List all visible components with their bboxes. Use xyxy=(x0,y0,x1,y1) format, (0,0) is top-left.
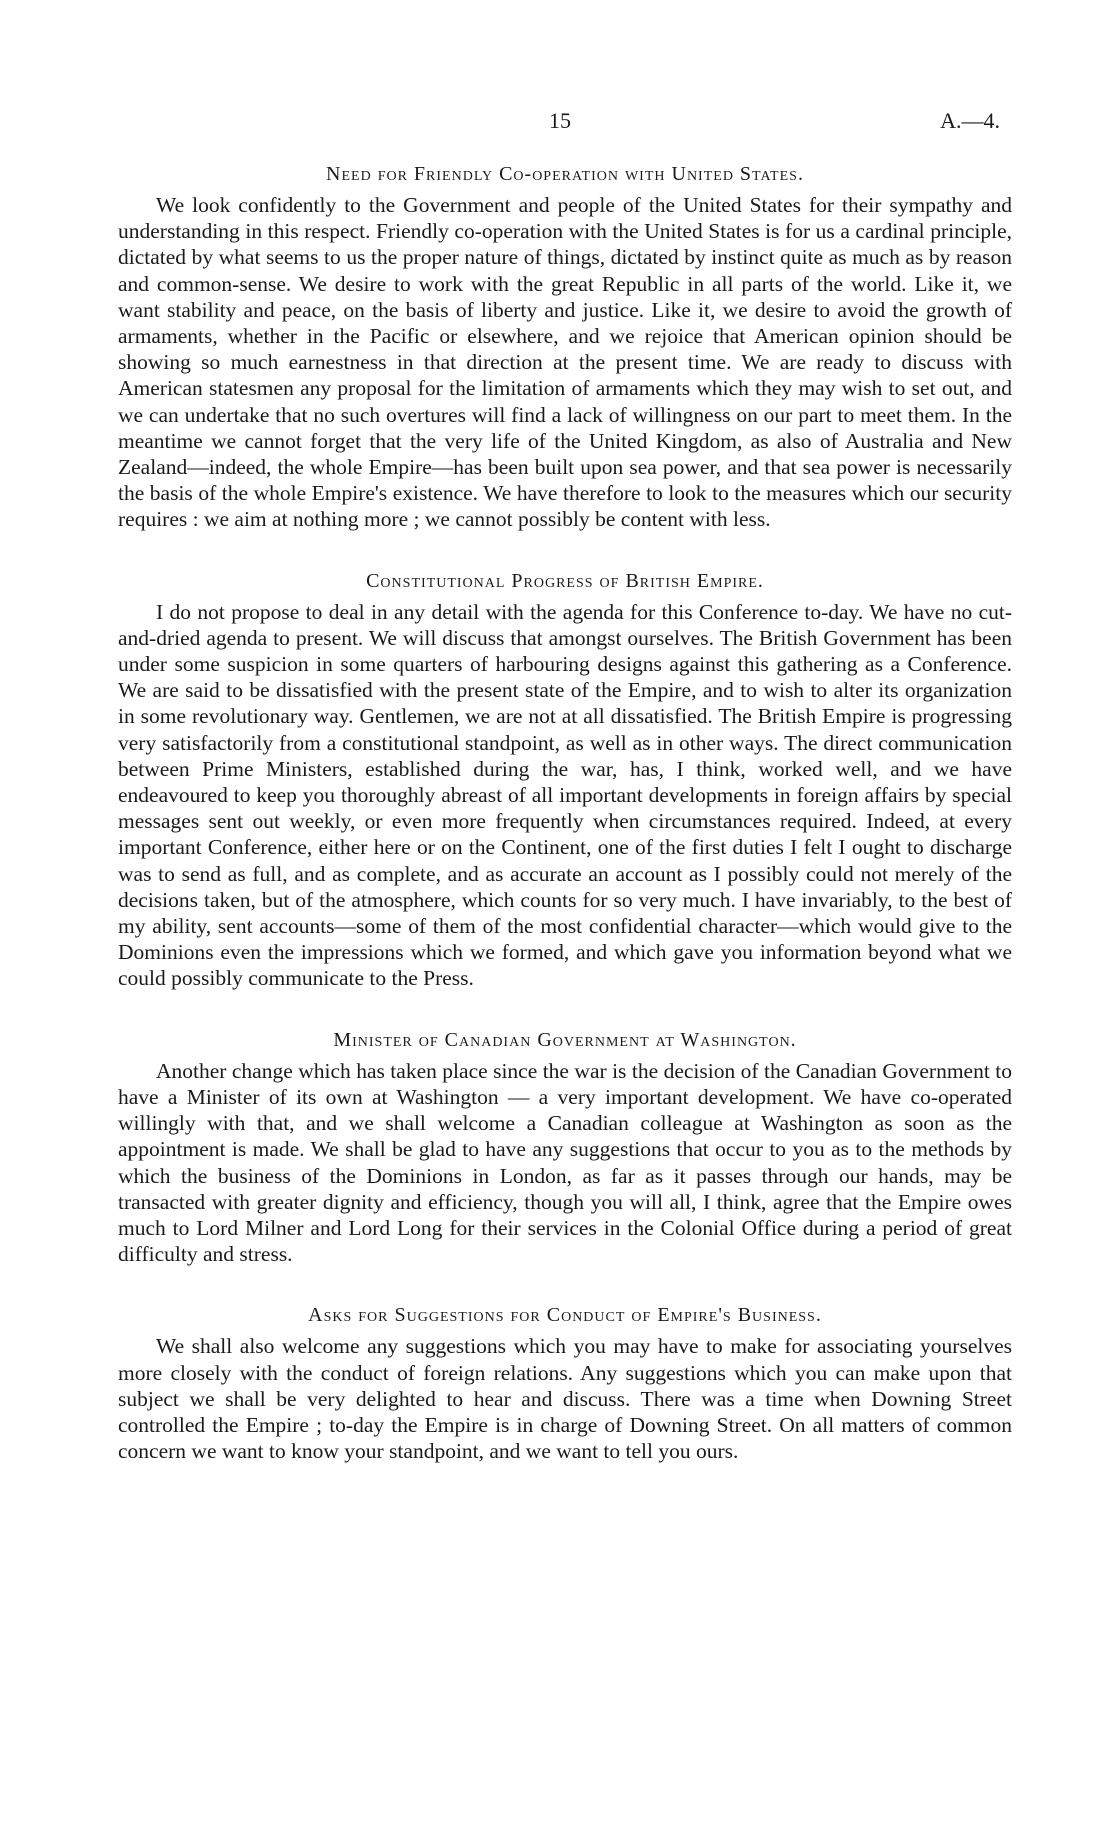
section-paragraph: I do not propose to deal in any detail with the agenda for this Conference to-day. We have no cut-and-dried agenda to present. We will discuss that amongst ourselves. The British Government has been under some suspicion in some quarters of harbouring designs against this gathering as a Conference. We are said to be dissatisfied with the present state of the Empire, and to wish to alter its organization in some revolutionary way. Gentlemen, we are not at all dissatisfied. The British Empire is progressing very satisfactorily from a constitutional standpoint, as well as in other ways. The direct communication between Prime Ministers, established during the war, has, I think, worked well, and we have endeavoured to keep you thoroughly abreast of all important developments in foreign affairs by special messages sent out weekly, or even more frequently when circumstances required. Indeed, at every important Conference, either here or on the Continent, one of the first duties I felt I ought to discharge was to send as full, and as complete, and as accurate an account as I possibly could not merely of the decisions taken, but of the atmosphere, which counts for so very much. I have invariably, to the best of my ability, sent accounts—some of them of the most confidential character—which would give to the Dominions even the impressions which we formed, and which gave you information beyond what we could possibly communicate to the Press. xyxy=(118,599,1012,991)
section-canadian-minister xyxy=(118,1026,1012,1268)
section-paragraph: Another change which has taken place since the war is the decision of the Canadian Government to have a Minister of its own at Washington — a very important development. We have co-operated willingly with that, and we shall welcome a Canadian colleague at Washington as soon as the appointment is made. We shall be glad to have any suggestions that occur to you as to the methods by which the business of the Dominions in London, as far as it passes through our hands, may be transacted with greater dignity and efficiency, though you will all, I think, agree that the Empire owes much to Lord Milner and Lord Long for their services in the Colonial Office during a period of great difficulty and stress. xyxy=(118,1058,1012,1267)
section-empire-business xyxy=(118,1301,1012,1464)
section-heading: Asks for Suggestions for Conduct of Empire's Business. xyxy=(308,1304,822,1327)
section-constitutional-progress xyxy=(118,567,1012,992)
section-heading: Minister of Canadian Government at Washington. xyxy=(333,1028,797,1051)
section-paragraph: We look confidently to the Government and people of the United States for their sympathy and understanding in this respect. Friendly co-operation with the United States is for us a cardinal principle, dictated by what seems to us the proper nature of things, dictated by instinct quite as much as by reason and common-sense. We desire to work with the great Republic in all parts of the world. Like it, we want stability and peace, on the basis of liberty and justice. Like it, we desire to avoid the growth of armaments, whether in the Pacific or elsewhere, and we rejoice that American opinion should be showing so much earnestness in that direction at the present time. We are ready to discuss with American statesmen any proposal for the limitation of armaments which they may wish to set out, and we can undertake that no such overtures will find a lack of willingness on our part to meet them. In the meantime we cannot forget that the very life of the United Kingdom, as also of Australia and New Zealand—indeed, the whole Empire—has been built upon sea power, and that sea power is necessarily the basis of the whole Empire's existence. We have therefore to look to the measures which our security requires : we aim at nothing more ; we cannot possibly be content with less. xyxy=(118,193,1012,532)
section-paragraph: We shall also welcome any suggestions which you may have to make for associating yourselves more closely with the conduct of foreign relations. Any suggestions which you can make upon that subject we shall be very delighted to hear and discuss. There was a time when Downing Street controlled the Empire ; to-day the Empire is in charge of Downing Street. On all matters of common concern we want to know your standpoint, and we want to tell you ours. xyxy=(118,1334,1012,1464)
document-reference: A.—4. xyxy=(940,108,1000,133)
section-heading: Constitutional Progress of British Empire. xyxy=(366,569,764,592)
section-heading: Need for Friendly Co-operation with United States. xyxy=(326,163,804,185)
document-body xyxy=(118,160,1012,1498)
section-friendly-cooperation xyxy=(118,160,1012,533)
page-number: 15 xyxy=(549,108,571,133)
